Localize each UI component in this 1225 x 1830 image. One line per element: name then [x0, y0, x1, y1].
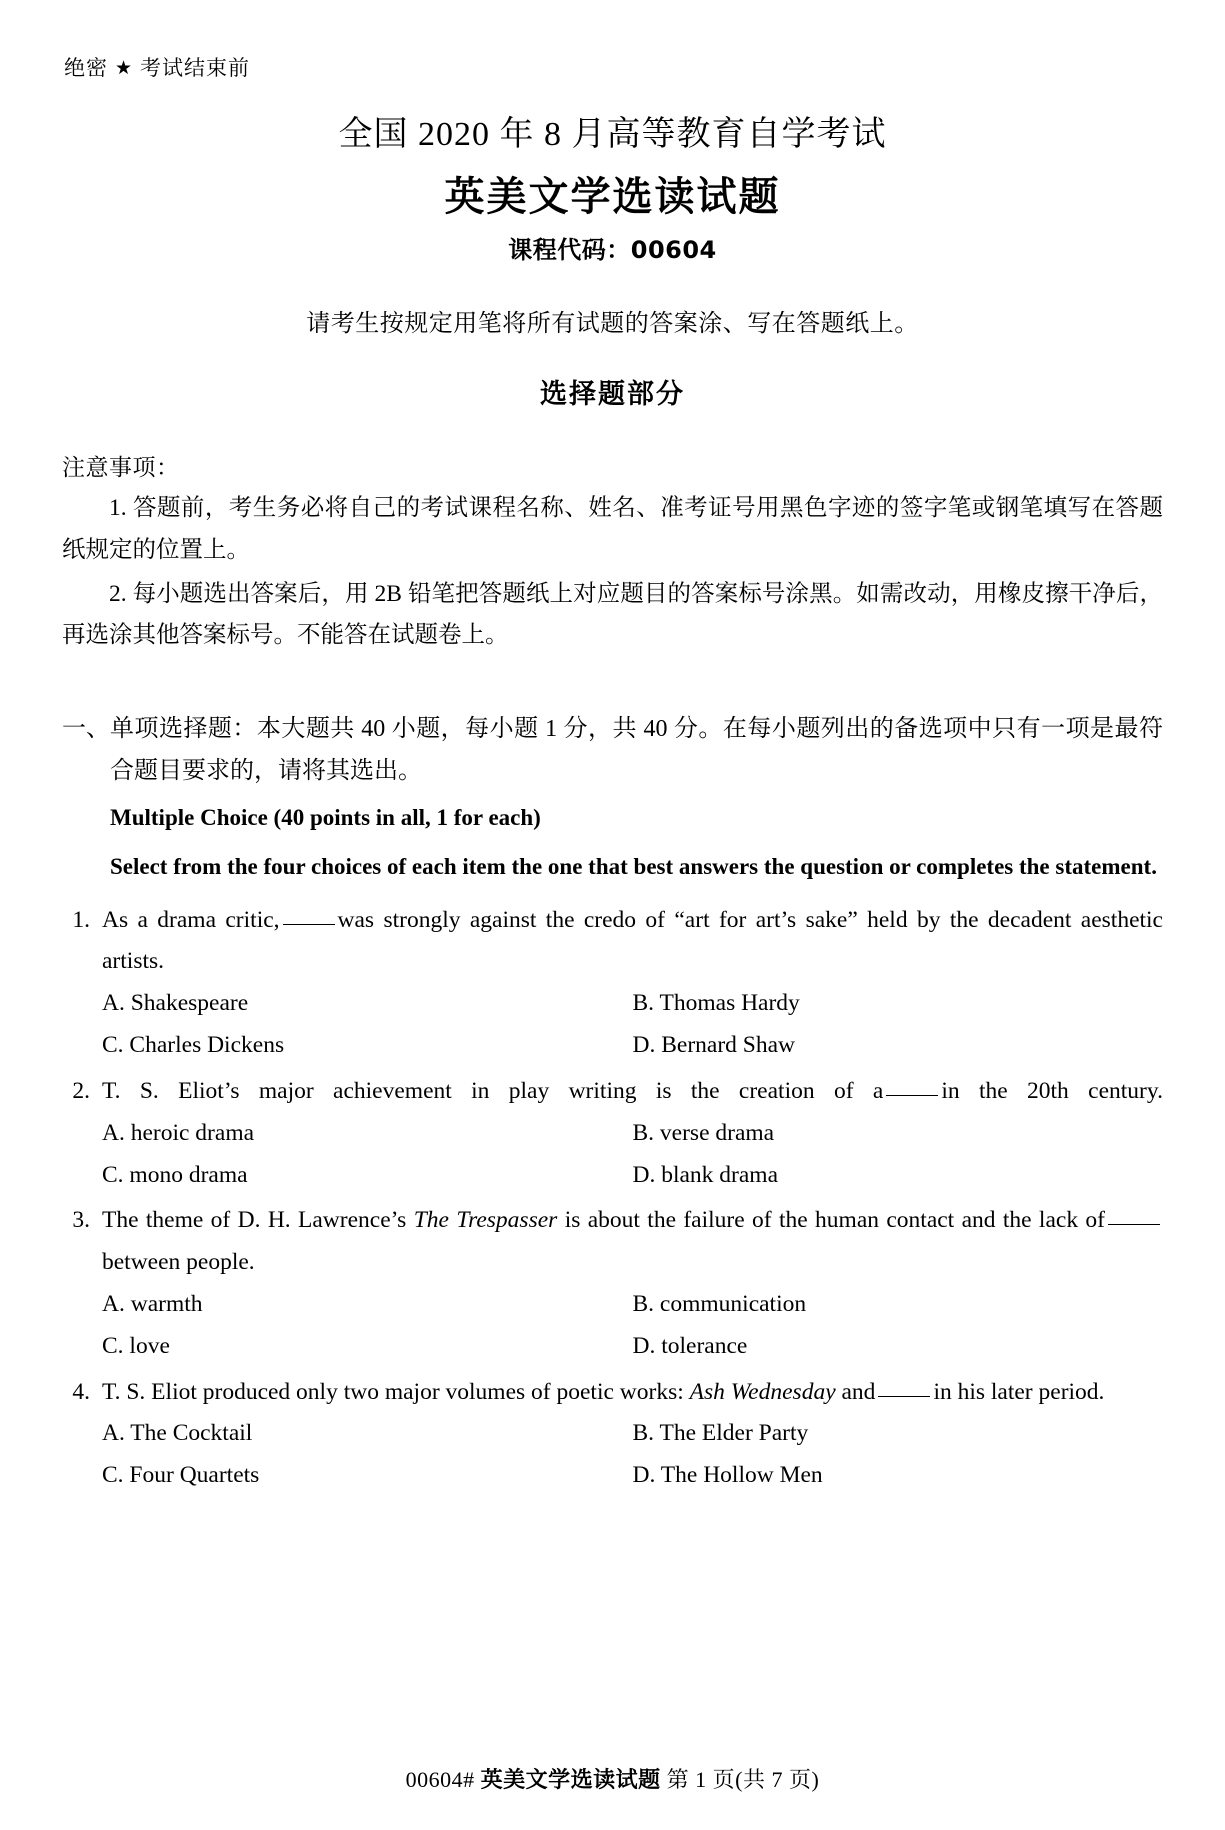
option-a[interactable]: A. Shakespeare	[102, 990, 249, 1017]
page-title-line2: 英美文学选读试题	[444, 174, 781, 220]
option-b[interactable]: B. verse drama	[632, 1119, 775, 1146]
big-question-en-line2: Select from the four choices of each item the one that best answers the question or completes the statement.	[110, 853, 1157, 879]
stem-text-pre: The theme of D. H. Lawrence’s	[102, 1207, 407, 1234]
option-b[interactable]: B. Thomas Hardy	[632, 990, 800, 1017]
question-body	[102, 900, 1163, 1067]
page-title-line1: 全国 2020 年 8 月高等教育自学考试	[338, 116, 887, 153]
option-a[interactable]: A. The Cocktail	[102, 1420, 253, 1447]
star-icon: ★	[115, 57, 134, 79]
question-stem	[102, 1071, 1163, 1113]
stem-text-pre: T. S. Eliot produced only two major volumes of poetic works:	[102, 1378, 684, 1405]
question-number: 4.	[72, 1378, 90, 1405]
notes-title: 注意事项：	[62, 455, 180, 480]
answer-blank[interactable]	[283, 924, 335, 925]
question-stem	[102, 1372, 1163, 1414]
question-stem	[102, 900, 1163, 984]
big-question-cn-title: 单项选择题：本大题共 40 小题，每小题 1 分，共 40 分。在每小题列出的备选项中只有一项是最符合题目要求的，请将其选出。	[110, 716, 1163, 784]
note-item: 1. 答题前，考生务必将自己的考试课程名称、姓名、准考证号用黑色字迹的签字笔或钢笔填写在答题纸规定的位置上。	[62, 495, 1163, 563]
option-a[interactable]: A. warmth	[102, 1290, 203, 1317]
secrecy-time: 考试结束前	[140, 56, 251, 80]
option-d[interactable]: D. The Hollow Men	[632, 1462, 823, 1489]
stem-text-mid: and	[841, 1378, 876, 1405]
big-question-block	[62, 709, 1163, 889]
option-row	[102, 1455, 1163, 1497]
stem-text-post: between people.	[102, 1249, 255, 1276]
option-row	[102, 1113, 1163, 1155]
stem-text-post: in his later period.	[933, 1378, 1105, 1405]
option-a[interactable]: A. heroic drama	[102, 1119, 255, 1146]
stem-text-pre: As a drama critic,	[102, 906, 280, 933]
stem-work-title: The Trespasser	[413, 1207, 558, 1234]
section-heading: 选择题部分	[540, 379, 685, 410]
answer-blank[interactable]	[878, 1396, 930, 1397]
option-row	[102, 1413, 1163, 1455]
question-number: 1.	[72, 906, 90, 933]
footer-page: 第 1 页(共 7 页)	[666, 1767, 820, 1792]
secrecy-line	[64, 52, 1163, 82]
stem-text-mid: is about the failure of the human contact and the lack of	[564, 1207, 1106, 1234]
option-b[interactable]: B. communication	[632, 1290, 807, 1317]
option-c[interactable]: C. Charles Dickens	[102, 1032, 285, 1059]
question-body	[102, 1200, 1163, 1367]
option-c[interactable]: C. mono drama	[102, 1161, 248, 1188]
big-question-body	[110, 709, 1163, 889]
option-row	[102, 1025, 1163, 1067]
option-b[interactable]: B. The Elder Party	[632, 1420, 809, 1447]
option-d[interactable]: D. Bernard Shaw	[632, 1032, 796, 1059]
stem-text-post: was strongly against the credo of “art for art’s sake” held by the decadent aesthetic artists.	[102, 906, 1163, 975]
question-item	[62, 1372, 1163, 1497]
question-item	[62, 1200, 1163, 1367]
option-row	[102, 1284, 1163, 1326]
question-body	[102, 1372, 1163, 1497]
option-d[interactable]: D. blank drama	[632, 1161, 779, 1188]
big-question-en-line1: Multiple Choice (40 points in all, 1 for each)	[110, 804, 541, 830]
question-body	[102, 1071, 1163, 1196]
footer-code: 00604#	[405, 1767, 475, 1792]
pen-notice: 请考生按规定用笔将所有试题的答案涂、写在答题纸上。	[306, 309, 919, 337]
footer-title: 英美文学选读试题	[480, 1768, 661, 1793]
answer-blank[interactable]	[886, 1095, 938, 1096]
stem-text-pre: T. S. Eliot’s major achievement in play writing is the creation of a	[102, 1077, 884, 1104]
question-item	[62, 900, 1163, 1067]
question-number: 2.	[72, 1077, 90, 1104]
option-row	[102, 983, 1163, 1025]
option-row	[102, 1326, 1163, 1368]
big-question-marker: 一、	[62, 716, 110, 743]
question-item	[62, 1071, 1163, 1196]
question-number: 3.	[72, 1207, 90, 1234]
page-footer	[0, 1763, 1225, 1794]
question-stem	[102, 1200, 1163, 1284]
note-item: 2. 每小题选出答案后，用 2B 铅笔把答题纸上对应题目的答案标号涂黑。如需改动，用橡皮擦干净后，再选涂其他答案标号。不能答在试题卷上。	[62, 580, 1163, 649]
stem-text-post: in the 20th century.	[941, 1077, 1163, 1104]
option-d[interactable]: D. tolerance	[632, 1332, 748, 1359]
option-c[interactable]: C. love	[102, 1332, 170, 1359]
option-c[interactable]: C. Four Quartets	[102, 1462, 260, 1489]
stem-work-title: Ash Wednesday	[689, 1378, 836, 1405]
answer-blank[interactable]	[1108, 1224, 1160, 1225]
question-list	[62, 900, 1163, 1498]
option-row	[102, 1155, 1163, 1197]
secrecy-label: 绝密	[64, 56, 108, 80]
course-code: 课程代码：00604	[508, 236, 717, 264]
